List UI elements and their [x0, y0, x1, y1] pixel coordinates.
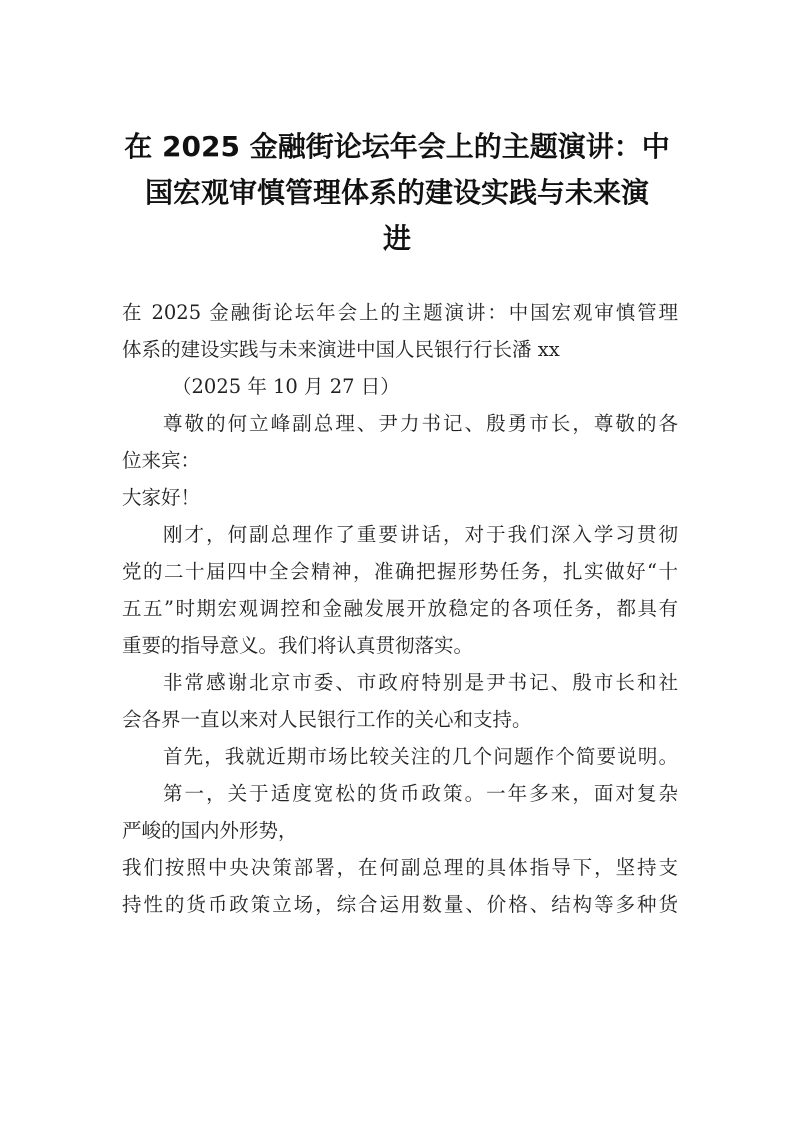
body-line: 党的二十届四中全会精神，准确把握形势任务，扎实做好“十 [122, 560, 678, 583]
date-line: （2025 年 10 月 27 日） [172, 375, 400, 398]
title-line: 进 [382, 222, 411, 255]
greeting-line: 大家好！ [122, 486, 201, 509]
document-title [118, 124, 676, 262]
body-line: 尊敬的何立峰副总理、尹力书记、殷勇市长，尊敬的各 [163, 412, 678, 435]
body-line: 刚才，何副总理作了重要讲话，对于我们深入学习贯彻 [163, 523, 678, 546]
title-line: 国宏观审慎管理体系的建设实践与未来演 [144, 176, 649, 209]
body-line: 非常感谢北京市委、市政府特别是尹书记、殷市长和社 [163, 671, 678, 694]
body-line: 严峻的国内外形势， [122, 819, 298, 842]
title-line: 在 2025 金融街论坛年会上的主题演讲：中 [124, 130, 670, 163]
body-line: 重要的指导意义。我们将认真贯彻落实。 [122, 634, 474, 657]
body-line: 持性的货币政策立场，综合运用数量、价格、结构等多种货 [122, 893, 678, 916]
body-line: 在 2025 金融街论坛年会上的主题演讲：中国宏观审慎管理 [122, 301, 678, 324]
body-line: 五五”时期宏观调控和金融发展开放稳定的各项任务，都具有 [122, 597, 678, 620]
body-line: 位来宾： [122, 449, 201, 472]
body-line: 体系的建设实践与未来演进中国人民银行行长潘 xx [122, 338, 560, 361]
body-line: 会各界一直以来对人民银行工作的关心和支持。 [122, 708, 532, 731]
document-body [122, 294, 678, 923]
body-line: 首先，我就近期市场比较关注的几个问题作个简要说明。 [163, 745, 678, 768]
body-line: 第一，关于适度宽松的货币政策。一年多来，面对复杂 [163, 782, 678, 805]
body-line: 我们按照中央决策部署，在何副总理的具体指导下，坚持支 [122, 856, 678, 879]
